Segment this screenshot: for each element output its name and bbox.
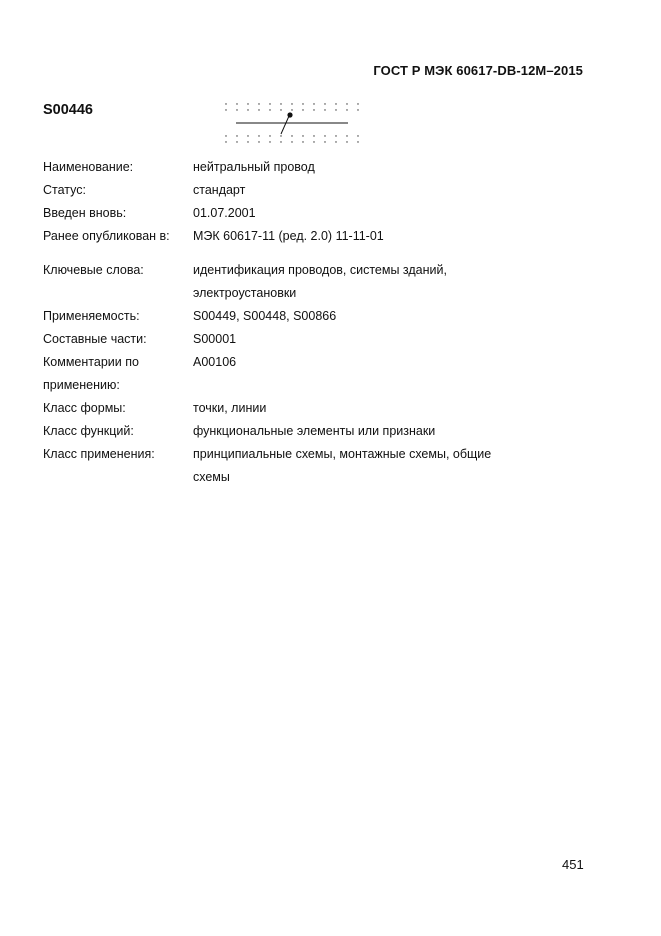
field-value: МЭК 60617-11 (ред. 2.0) 11-11-01 (193, 229, 384, 243)
field-label: Комментарии по применению: (43, 355, 139, 392)
field-keywords (43, 259, 603, 305)
field-value: принципиальные схемы, монтажные схемы, общие схемы (193, 447, 492, 484)
field-components (43, 328, 603, 351)
field-value: A00106 (193, 355, 237, 369)
document-header: ГОСТ Р МЭК 60617-DB-12M–2015 (373, 63, 583, 78)
field-label: Класс функций: (43, 424, 134, 438)
field-label: Класс формы: (43, 401, 126, 415)
field-label: Применяемость: (43, 309, 140, 323)
field-value: S00001 (193, 332, 237, 346)
field-value: 01.07.2001 (193, 206, 256, 220)
field-value: S00449, S00448, S00866 (193, 309, 337, 323)
field-introduced (43, 202, 603, 225)
field-comments (43, 351, 603, 397)
attribute-list (43, 156, 603, 489)
page-number: 451 (562, 857, 584, 872)
field-label: Ключевые слова: (43, 263, 144, 277)
field-value: нейтральный провод (193, 160, 315, 174)
field-function-class (43, 420, 603, 443)
field-label: Статус: (43, 183, 86, 197)
field-value: стандарт (193, 183, 246, 197)
field-label: Ранее опубликован в: (43, 229, 170, 243)
neutral-conductor-symbol-icon (222, 100, 362, 146)
field-status (43, 179, 603, 202)
field-name (43, 156, 603, 179)
field-label: Введен вновь: (43, 206, 127, 220)
field-application-class (43, 443, 603, 489)
field-previously-published (43, 225, 603, 248)
field-value: идентификация проводов, системы зданий, электроустановки (193, 263, 447, 300)
field-label: Составные части: (43, 332, 147, 346)
field-applicability (43, 305, 603, 328)
field-label: Класс применения: (43, 447, 155, 461)
field-value: функциональные элементы или признаки (193, 424, 436, 438)
field-value: точки, линии (193, 401, 267, 415)
field-shape-class (43, 397, 603, 420)
symbol-code: S00446 (43, 102, 93, 118)
field-label: Наименование: (43, 160, 134, 174)
